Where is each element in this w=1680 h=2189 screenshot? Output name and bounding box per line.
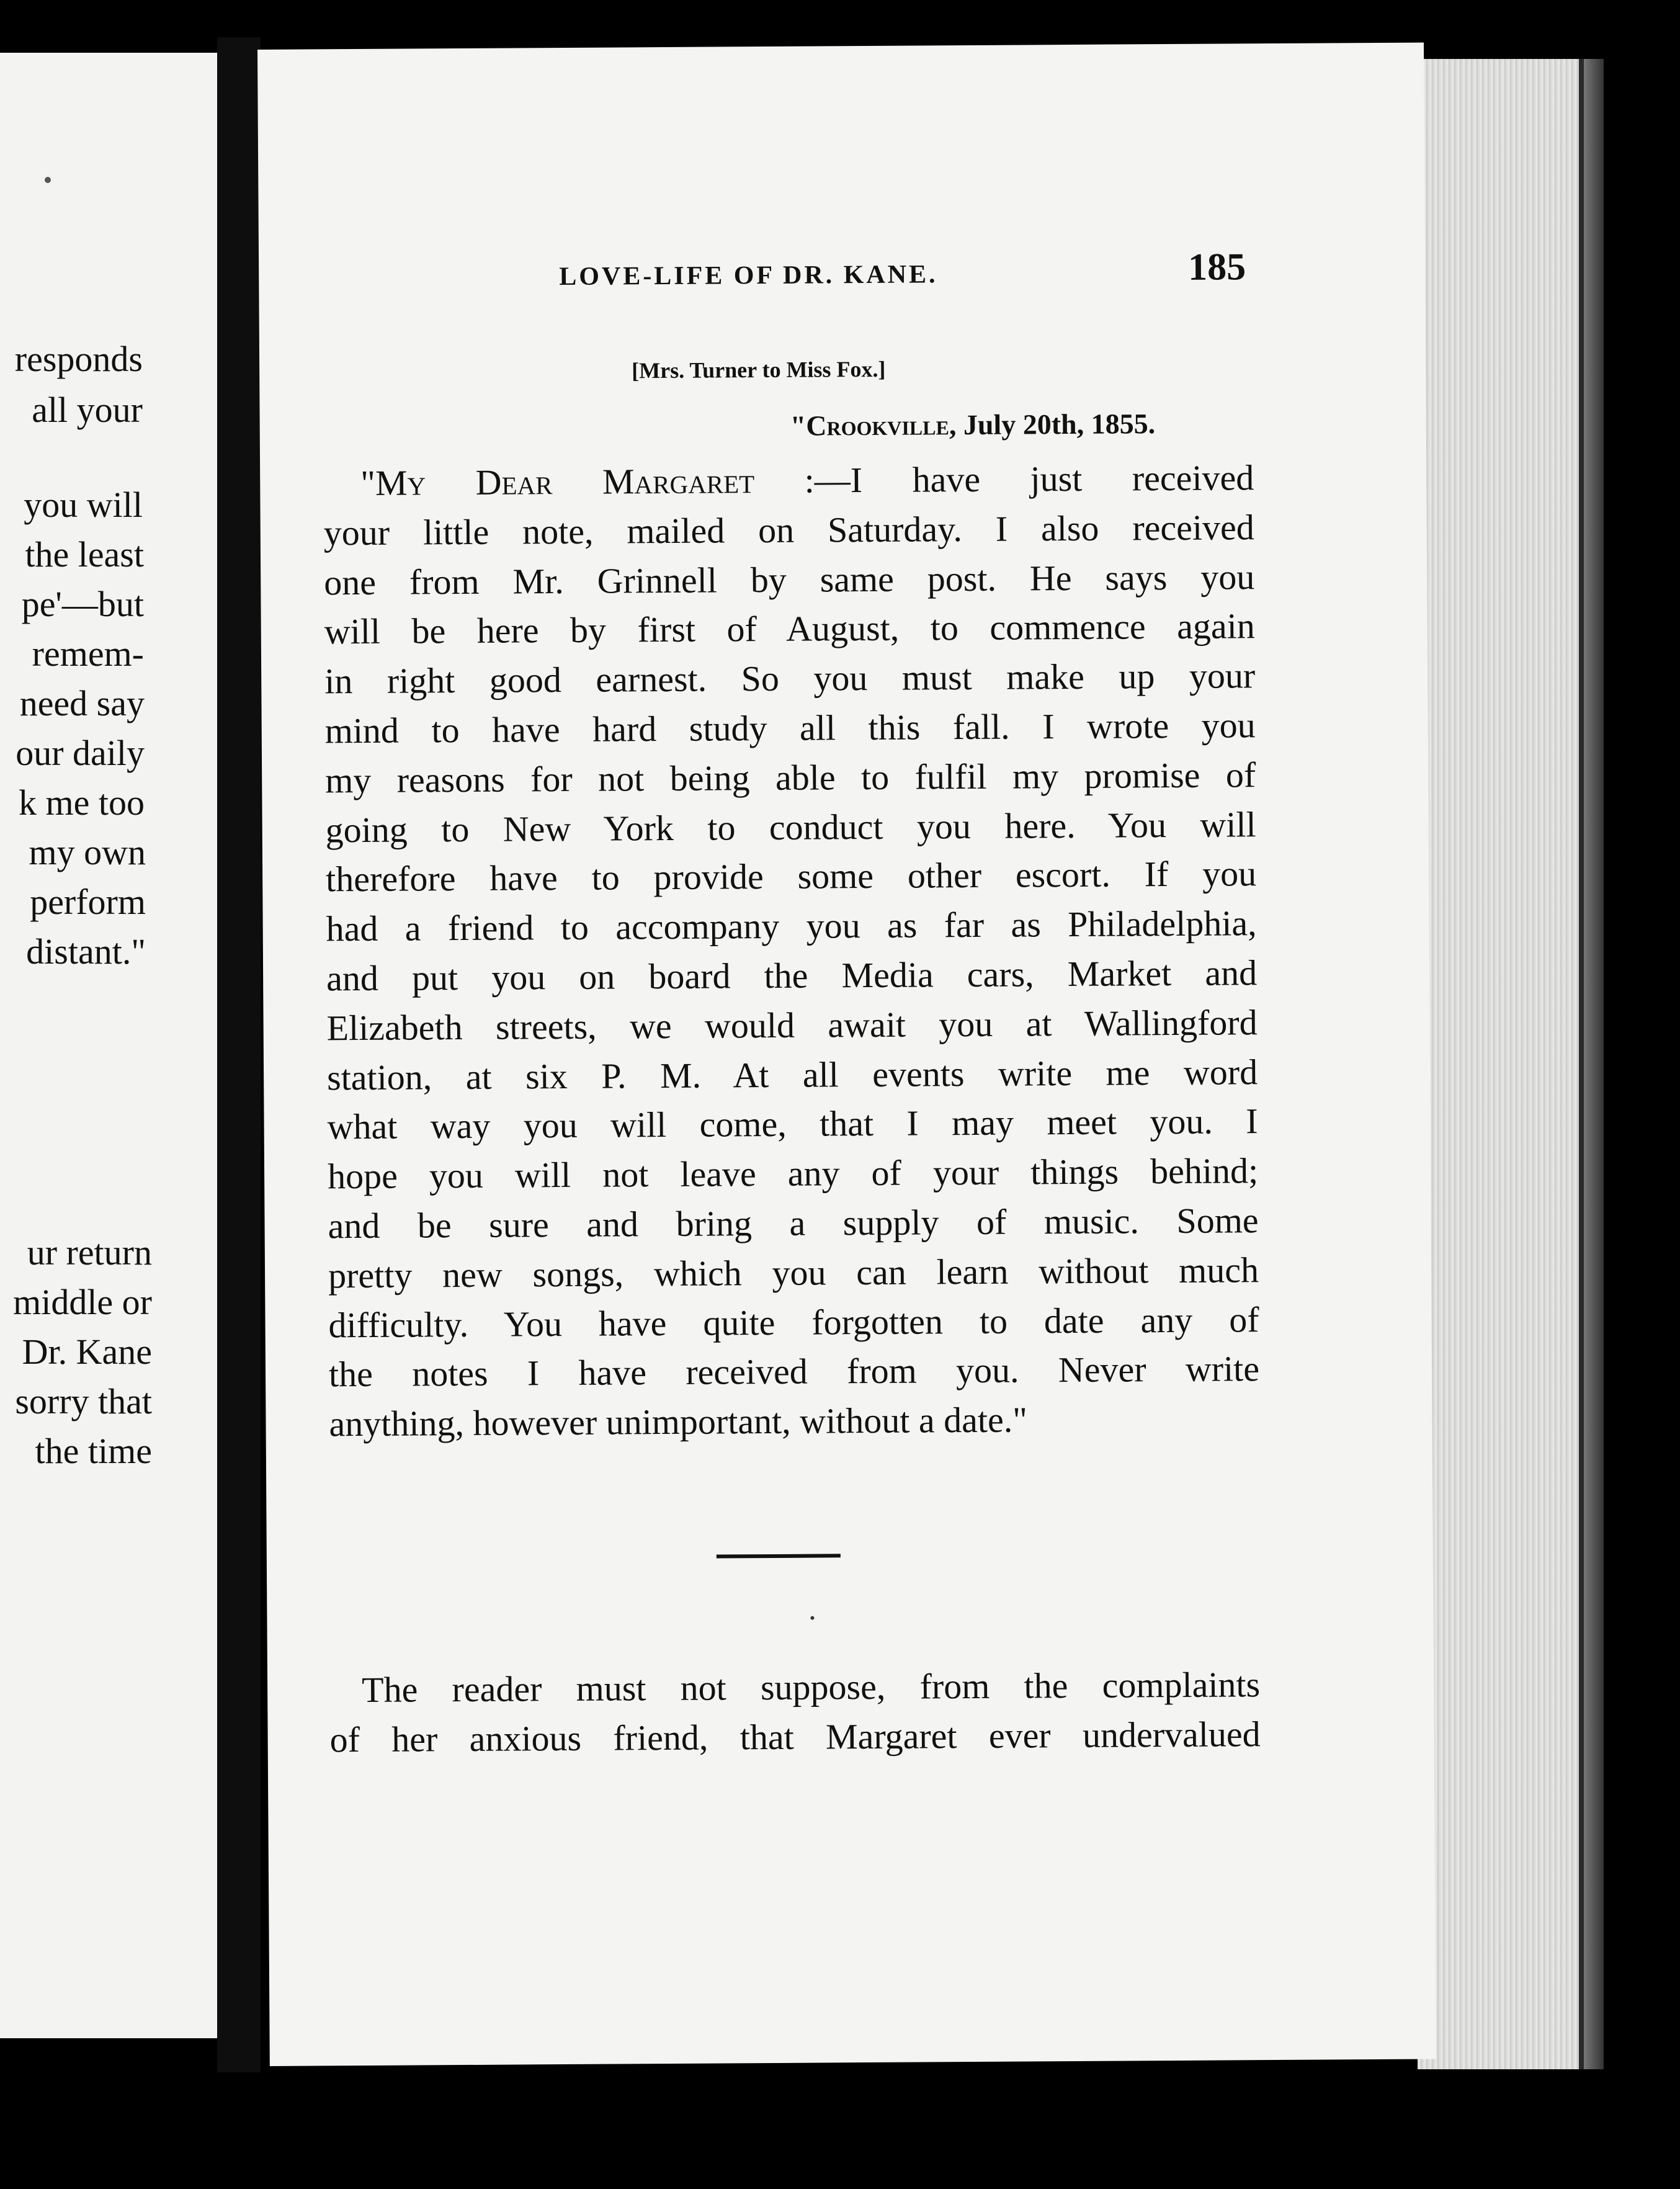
letter-attribution: [Mrs. Turner to Miss Fox.] — [632, 356, 886, 383]
left-page-line: pe'—but — [21, 584, 144, 624]
page-header — [259, 244, 1425, 301]
left-page-line: Dr. Kane — [22, 1332, 152, 1372]
left-page-line: our daily — [16, 733, 145, 773]
letter-line: mind to have hard study all this fall. I wrote you — [324, 705, 1256, 751]
letter-line: going to New York to conduct you here. You will — [325, 804, 1256, 850]
ink-speck — [45, 177, 51, 183]
letter-line: hope you will not leave any of your things behind; — [327, 1150, 1259, 1197]
left-page-line: remem- — [32, 633, 144, 674]
left-page-line: all your — [32, 390, 143, 430]
left-page-line: my own — [29, 832, 146, 872]
dateline-date: July 20th, 1855. — [963, 408, 1156, 441]
letter-line: your little note, mailed on Saturday. I also received — [323, 506, 1254, 553]
left-page-line: responds — [14, 339, 143, 379]
letter-line: and put you on board the Media cars, Market and — [326, 952, 1258, 999]
ink-dot — [810, 1616, 814, 1620]
letter-line: anything, however unimportant, without a date." — [329, 1399, 1028, 1444]
left-page-line: sorry that — [15, 1381, 152, 1421]
dateline-quote: " — [790, 410, 806, 442]
letter-line: Elizabeth streets, we would await you at Wallingford — [326, 1001, 1258, 1049]
page-edges — [1418, 59, 1584, 2069]
letter-line: in right good earnest. So you must make up your — [324, 655, 1256, 702]
letter-line: and be sure and bring a supply of music. Some — [328, 1200, 1259, 1247]
left-page-line: middle or — [13, 1282, 152, 1322]
letter-line — [323, 453, 1254, 508]
page-number: 185 — [1187, 246, 1246, 289]
left-page-line: perform — [30, 882, 146, 922]
left-page-line: the time — [35, 1431, 152, 1471]
left-page-line: the least — [25, 534, 144, 575]
letter-line: difficulty. You have quite forgotten to date any of — [328, 1299, 1259, 1345]
letter-line: what way you will come, that I may meet you. I — [327, 1101, 1258, 1147]
book-gutter — [217, 37, 261, 2072]
letter-line: my reasons for not being able to fulfil my promise of — [324, 754, 1256, 801]
left-page-line: need say — [19, 683, 145, 723]
left-page-line: ur return — [27, 1232, 152, 1273]
letter-line: will be here by first of August, to commence again — [324, 606, 1255, 652]
book-page — [257, 43, 1436, 2066]
section-rule — [717, 1554, 841, 1558]
letter-body — [323, 453, 1260, 1449]
dateline-place: Crookville, — [806, 409, 957, 442]
narrative-line: The reader must not suppose, from the complaints — [361, 1664, 1261, 1711]
letter-line: station, at six P. M. At all events write me word — [326, 1051, 1258, 1098]
narrative-line: of her anxious friend, that Margaret ever undervalued — [329, 1713, 1261, 1760]
letter-line: pretty new songs, which you can learn without much — [328, 1249, 1259, 1296]
salutation-quote: " — [360, 462, 376, 503]
salutation-rest: :—I have just received — [804, 457, 1254, 501]
narrative-text — [329, 1660, 1261, 1765]
letter-line: had a friend to accompany you as far as Philadelphia, — [326, 903, 1257, 949]
letter-line: therefore have to provide some other escort. If you — [325, 853, 1257, 900]
left-page-line: k me too — [19, 782, 145, 823]
left-page-line: you will — [24, 485, 143, 525]
letter-dateline — [790, 407, 1156, 442]
letter-line: one from Mr. Grinnell by same post. He says you — [324, 556, 1255, 602]
left-page-line: distant." — [26, 931, 146, 972]
letter-line: the notes I have received from you. Never write — [328, 1348, 1260, 1395]
running-head: LOVE-LIFE OF DR. KANE. — [559, 260, 938, 292]
salutation: My Dear Margaret — [375, 460, 755, 503]
